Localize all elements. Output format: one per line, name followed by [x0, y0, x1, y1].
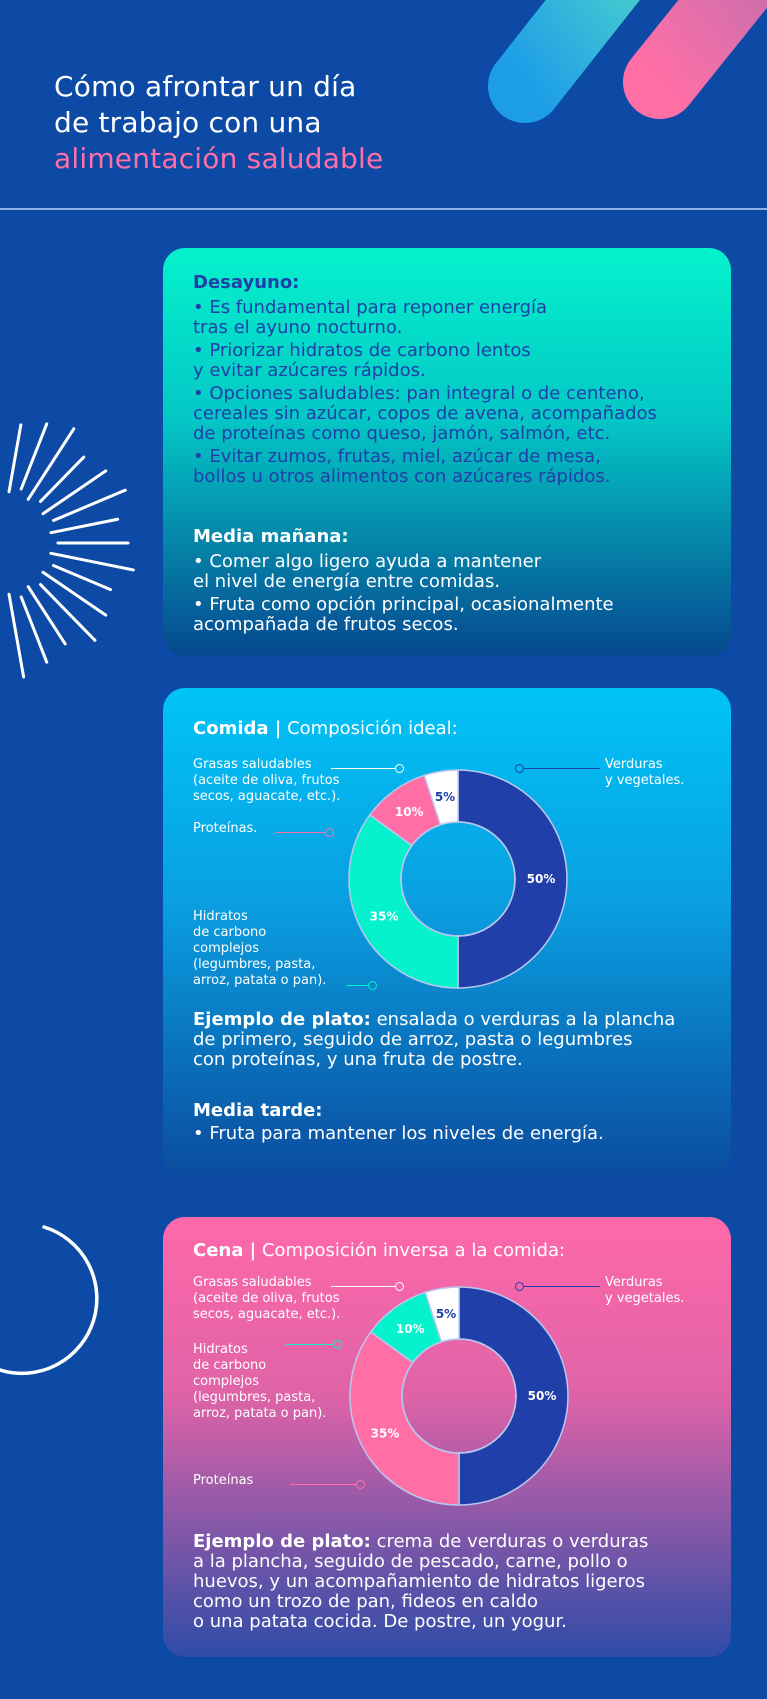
lunch-heading-bold: Comida |: [193, 718, 282, 739]
donut-value-label: 35%: [369, 909, 399, 924]
lunch-leader-protein: [276, 832, 325, 833]
midmorning-item: [193, 552, 717, 592]
sun-ray: [51, 519, 118, 532]
sun-ray: [51, 553, 133, 570]
breakfast-item-line: • Opciones saludables: pan integral o de centeno,: [193, 383, 645, 404]
label-line: (aceite de oliva, frutos: [193, 1291, 340, 1306]
dinner-example-line: huevos, y un acompañamiento de hidratos ligeros: [193, 1571, 646, 1592]
sun-ray: [43, 471, 106, 514]
label-line: Verduras: [605, 757, 663, 772]
dinner-leader-veg: [524, 1286, 600, 1287]
breakfast-item-line: de proteínas como queso, jamón, salmón, etc.: [193, 423, 611, 444]
lunch-card: [163, 688, 731, 1176]
lunch-heading: [193, 718, 458, 739]
midmorning-list: [193, 552, 717, 635]
breakfast-item-line: • Es fundamental para reponer energía: [193, 297, 548, 318]
brand-stripes-icon: [0, 0, 767, 210]
dinner-example-line: [193, 1532, 717, 1552]
dinner-leader-fats: [331, 1286, 395, 1287]
label-line: arroz, patata o pan).: [193, 1406, 327, 1421]
page-title-highlight: alimentación saludable: [54, 142, 384, 175]
label-line: Hidratos: [193, 1342, 248, 1357]
lunch-dot-protein: [325, 828, 334, 837]
breakfast-item-line: bollos u otros alimentos con azúcares rápidos.: [193, 466, 611, 487]
dinner-label-fats: [193, 1275, 340, 1323]
label-line: Hidratos: [193, 909, 248, 924]
page-title-line1: Cómo afrontar un día: [54, 70, 357, 103]
lunch-example-line: de primero, seguido de arroz, pasta o legumbres: [193, 1029, 633, 1050]
dinner-leader-protein: [290, 1484, 356, 1485]
donut-slice: [349, 815, 458, 988]
dinner-heading: [193, 1240, 565, 1261]
donut-slice: [350, 1332, 459, 1505]
breakfast-item-line: tras el ayuno nocturno.: [193, 317, 403, 338]
lunch-example-line: con proteínas, y una fruta de postre.: [193, 1049, 523, 1070]
lunch-leader-veg: [524, 768, 600, 769]
lunch-leader-fats: [331, 768, 395, 769]
breakfast-list: [193, 298, 717, 487]
dinner-donut-chart: [347, 1284, 571, 1508]
lunch-example-text: ensalada o verduras a la plancha: [370, 1009, 676, 1030]
lunch-example-label: Ejemplo de plato:: [193, 1009, 371, 1030]
midmorning-item-line: el nivel de energía entre comidas.: [193, 571, 501, 592]
dinner-example-line: como un trozo de pan, fideos en caldo: [193, 1591, 539, 1612]
sun-ray: [53, 490, 125, 520]
lunch-dot-veg: [515, 764, 524, 773]
dinner-dot-protein: [356, 1480, 365, 1489]
dinner-example: [193, 1532, 717, 1632]
dinner-heading-rest: Composición inversa a la comida:: [256, 1240, 566, 1261]
dinner-label-protein: [193, 1473, 253, 1489]
label-line: de carbono: [193, 925, 267, 940]
breakfast-item: [193, 384, 717, 444]
sun-ray: [28, 587, 65, 644]
sun-ray: [40, 585, 94, 641]
moon-icon: [0, 1220, 130, 1395]
breakfast-heading: Desayuno:: [193, 272, 300, 293]
donut-value-label: 50%: [526, 872, 556, 886]
label-line: arroz, patata o pan).: [193, 973, 327, 988]
header-divider: [0, 208, 767, 210]
label-line: (legumbres, pasta,: [193, 957, 316, 972]
midmorning-item: [193, 595, 717, 635]
dinner-leader-carbs: [285, 1344, 333, 1345]
breakfast-item: [193, 447, 717, 487]
breakfast-item: [193, 341, 717, 381]
label-line: complejos: [193, 1374, 259, 1389]
afternoon-heading: Media tarde:: [193, 1100, 323, 1121]
sun-ray: [9, 594, 24, 677]
page-header: [0, 0, 767, 210]
lunch-dot-carbs: [368, 981, 377, 990]
breakfast-item-line: • Priorizar hidratos de carbono lentos: [193, 340, 531, 361]
label-line: Grasas saludables: [193, 1275, 312, 1290]
dinner-example-label: Ejemplo de plato:: [193, 1531, 371, 1552]
label-line: complejos: [193, 941, 259, 956]
donut-hole: [401, 822, 515, 936]
midmorning-item-line: • Comer algo ligero ayuda a mantener: [193, 551, 542, 572]
label-line: Verduras: [605, 1275, 663, 1290]
donut-value-label: 35%: [370, 1426, 400, 1441]
lunch-label-fats: [193, 757, 340, 805]
label-line: y vegetales.: [605, 773, 685, 788]
donut-value-label: 10%: [395, 1321, 425, 1336]
page-title-line2: de trabajo con una: [54, 106, 322, 139]
midmorning-item-line: • Fruta como opción principal, ocasionalmente: [193, 594, 614, 615]
donut-value-label: 50%: [527, 1389, 557, 1403]
dinner-label-veg: [605, 1275, 684, 1307]
dinner-label-carbs: [193, 1342, 326, 1422]
dinner-dot-fats: [395, 1282, 404, 1291]
label-line: Proteínas.: [193, 821, 258, 836]
dinner-dot-carbs: [333, 1340, 342, 1349]
label-line: de carbono: [193, 1358, 267, 1373]
donut-value-label: 5%: [434, 790, 456, 805]
lunch-label-protein: [193, 821, 257, 837]
dinner-example-line: o una patata cocida. De postre, un yogur.: [193, 1611, 567, 1632]
dinner-example-text: crema de verduras o verduras: [370, 1531, 649, 1552]
sun-ray: [9, 425, 21, 492]
donut-hole: [402, 1339, 516, 1453]
label-line: Grasas saludables: [193, 757, 312, 772]
lunch-label-veg: [605, 757, 684, 789]
lunch-donut-chart: [346, 767, 570, 991]
dinner-dot-veg: [515, 1282, 524, 1291]
sun-icon: [0, 405, 150, 695]
lunch-example-line: [193, 1010, 717, 1030]
breakfast-item-line: • Evitar zumos, frutas, miel, azúcar de mesa,: [193, 446, 601, 467]
label-line: Proteínas: [193, 1473, 254, 1488]
midmorning-item-line: acompañada de frutos secos.: [193, 614, 459, 635]
lunch-dot-fats: [395, 764, 404, 773]
label-line: (legumbres, pasta,: [193, 1390, 316, 1405]
breakfast-item: [193, 298, 717, 338]
breakfast-item-line: cereales sin azúcar, copos de avena, acompañados: [193, 403, 657, 424]
midmorning-heading: Media mañana:: [193, 526, 349, 547]
lunch-leader-carbs: [346, 985, 368, 986]
afternoon-item: • Fruta para mantener los niveles de energía.: [193, 1123, 604, 1144]
label-line: secos, aguacate, etc.).: [193, 1307, 341, 1322]
dinner-example-line: a la plancha, seguido de pescado, carne, pollo o: [193, 1551, 628, 1572]
sun-ray: [40, 457, 83, 501]
lunch-example: [193, 1010, 717, 1070]
label-line: secos, aguacate, etc.).: [193, 789, 341, 804]
donut-value-label: 10%: [394, 804, 424, 819]
lunch-heading-rest: Composición ideal:: [281, 718, 458, 739]
donut-value-label: 5%: [435, 1307, 457, 1322]
lunch-label-carbs: [193, 909, 326, 989]
dinner-heading-bold: Cena |: [193, 1240, 257, 1261]
breakfast-item-line: y evitar azúcares rápidos.: [193, 360, 426, 381]
label-line: (aceite de oliva, frutos: [193, 773, 340, 788]
dinner-card: [163, 1217, 731, 1657]
sun-ray: [43, 572, 106, 615]
breakfast-card: [163, 248, 731, 656]
label-line: y vegetales.: [605, 1291, 685, 1306]
